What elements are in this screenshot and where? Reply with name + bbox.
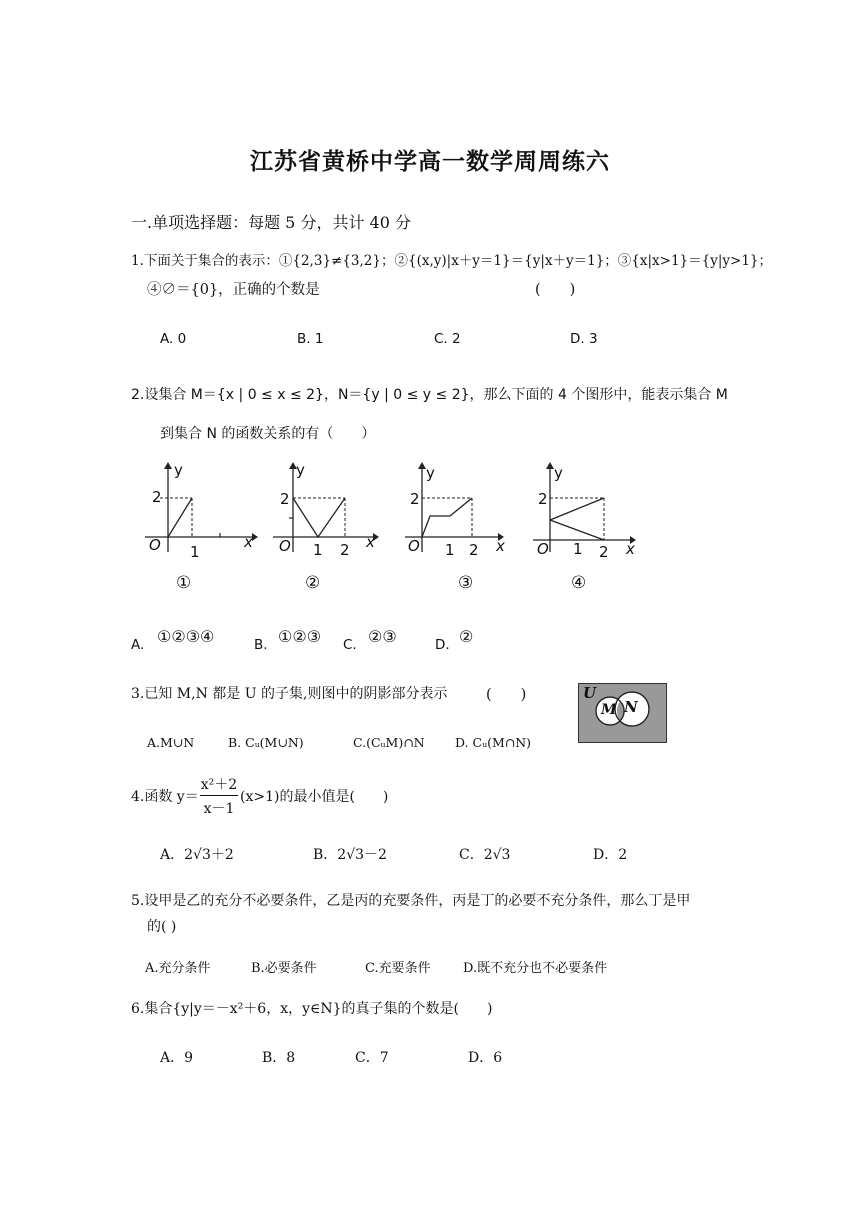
graph-3-caption: ③ (458, 573, 474, 593)
q2-option-b-value: ①②③ (278, 627, 322, 646)
q1-option-d: D. 3 (570, 331, 598, 347)
section-heading: 一.单项选择题：每题 5 分，共计 40 分 (131, 213, 411, 232)
q2-option-b-letter: B. (254, 637, 268, 653)
q4-option-a: A．2√3＋2 (160, 847, 234, 863)
q4-fraction (200, 774, 238, 818)
q4-denominator: x－1 (203, 801, 235, 817)
venn-label-n: N (624, 698, 638, 716)
graph-2-tick-2x: 2 (340, 541, 350, 559)
q6-stem: 6.集合{y|y＝－x²＋6，x，y∈N}的真子集的个数是( ) (131, 1001, 493, 1017)
q2-option-c-letter: C. (343, 637, 357, 653)
q4-option-b: B．2√3－2 (313, 847, 387, 863)
q1-answer-paren: ( ) (535, 282, 576, 298)
q5-stem-line1: 5.设甲是乙的充分不必要条件，乙是丙的充要条件，丙是丁的必要不充分条件，那么丁是甲 (131, 893, 691, 909)
graph-4-tick-2: 2 (538, 490, 548, 508)
graph-3-tick-2: 2 (410, 490, 420, 508)
q4-option-c: C．2√3 (459, 847, 511, 863)
q1-option-a: A. 0 (160, 331, 187, 347)
q6-option-a: A．9 (160, 1050, 194, 1066)
q1-option-c: C. 2 (434, 331, 461, 347)
graph-2-tick-1: 1 (313, 541, 323, 559)
q6-option-b: B．8 (262, 1050, 296, 1066)
q2-option-c-value: ②③ (368, 627, 397, 646)
graph-3-y-label: y (426, 464, 435, 482)
q2-stem-line2: 到集合 N 的函数关系的有（ ） (160, 426, 376, 442)
q5-option-a: A.充分条件 (145, 961, 211, 976)
graph-4-y-label: y (554, 464, 563, 482)
q4-suffix: (x>1)的最小值是( ) (240, 789, 389, 805)
graph-1-caption: ① (176, 573, 192, 593)
graph-4-x-label: x (626, 540, 635, 558)
q3-option-c: C.(CᵤM)∩N (353, 735, 425, 750)
q3-option-b: B. Cᵤ(M∪N) (228, 735, 304, 750)
graph-1-y-label: y (174, 461, 183, 479)
graph-4-origin: O (537, 540, 549, 558)
q2-option-d-value: ② (459, 627, 474, 646)
q1-stem-line1: 1.下面关于集合的表示：①{2,3}≠{3,2}；②{(x,y)|x＋y＝1}＝{y|x＋y＝1}；③{x|x>1}＝{y|y>1}； (131, 253, 773, 269)
graph-2-caption: ② (305, 573, 321, 593)
graph-3-tick-1: 1 (445, 541, 455, 559)
q1-stem-line2: ④∅＝{0}，正确的个数是 (147, 282, 320, 298)
q6-option-c: C．7 (355, 1050, 389, 1066)
q4-prefix: 4.函数 y＝ (131, 789, 199, 805)
q3-option-d: D. Cᵤ(M∩N) (455, 735, 532, 750)
q5-option-c: C.充要条件 (365, 961, 431, 976)
graph-3-origin: O (408, 537, 420, 555)
graph-1-tick-1: 1 (190, 543, 200, 561)
q3-option-a: A.M∪N (147, 735, 195, 750)
q5-option-b: B.必要条件 (251, 961, 317, 976)
venn-label-m: M (601, 702, 617, 718)
graph-2-x-label: x (366, 533, 375, 551)
q1-option-b: B. 1 (297, 331, 324, 347)
q2-option-a-letter: A. (131, 637, 145, 653)
q2-option-d-letter: D. (435, 637, 450, 653)
graph-2-tick-2: 2 (280, 490, 290, 508)
graph-1-tick-2: 2 (152, 488, 162, 506)
graph-4-caption: ④ (571, 573, 587, 593)
q4-option-d: D．2 (593, 847, 628, 863)
q2-stem-line1: 2.设集合 M＝{x | 0 ≤ x ≤ 2}，N＝{y | 0 ≤ y ≤ 2}，那么下面的 4 个图形中，能表示集合 M (131, 387, 728, 403)
q4-numerator: x²＋2 (200, 774, 238, 796)
q2-option-a-value: ①②③④ (157, 627, 215, 646)
q5-option-d: D.既不充分也不必要条件 (463, 961, 608, 976)
graph-2-origin: O (279, 537, 291, 555)
venn-diagram (578, 683, 667, 743)
q6-option-d: D．6 (468, 1050, 503, 1066)
q5-stem-line2: 的( ) (147, 919, 177, 935)
graph-3-x-label: x (496, 537, 505, 555)
venn-label-u: U (583, 684, 597, 702)
graph-1-x-label: x (244, 533, 253, 551)
graph-3-tick-2x: 2 (469, 541, 479, 559)
graph-4-tick-2x: 2 (599, 543, 609, 561)
graph-4-tick-1: 1 (573, 540, 583, 558)
page-title: 江苏省黄桥中学高一数学周周练六 (250, 148, 610, 175)
q3-stem: 3.已知 M,N 都是 U 的子集,则图中的阴影部分表示 (131, 686, 448, 702)
graph-2-y-label: y (296, 461, 305, 479)
q3-answer-paren: ( ) (486, 687, 527, 703)
graph-1-origin: O (149, 536, 161, 554)
